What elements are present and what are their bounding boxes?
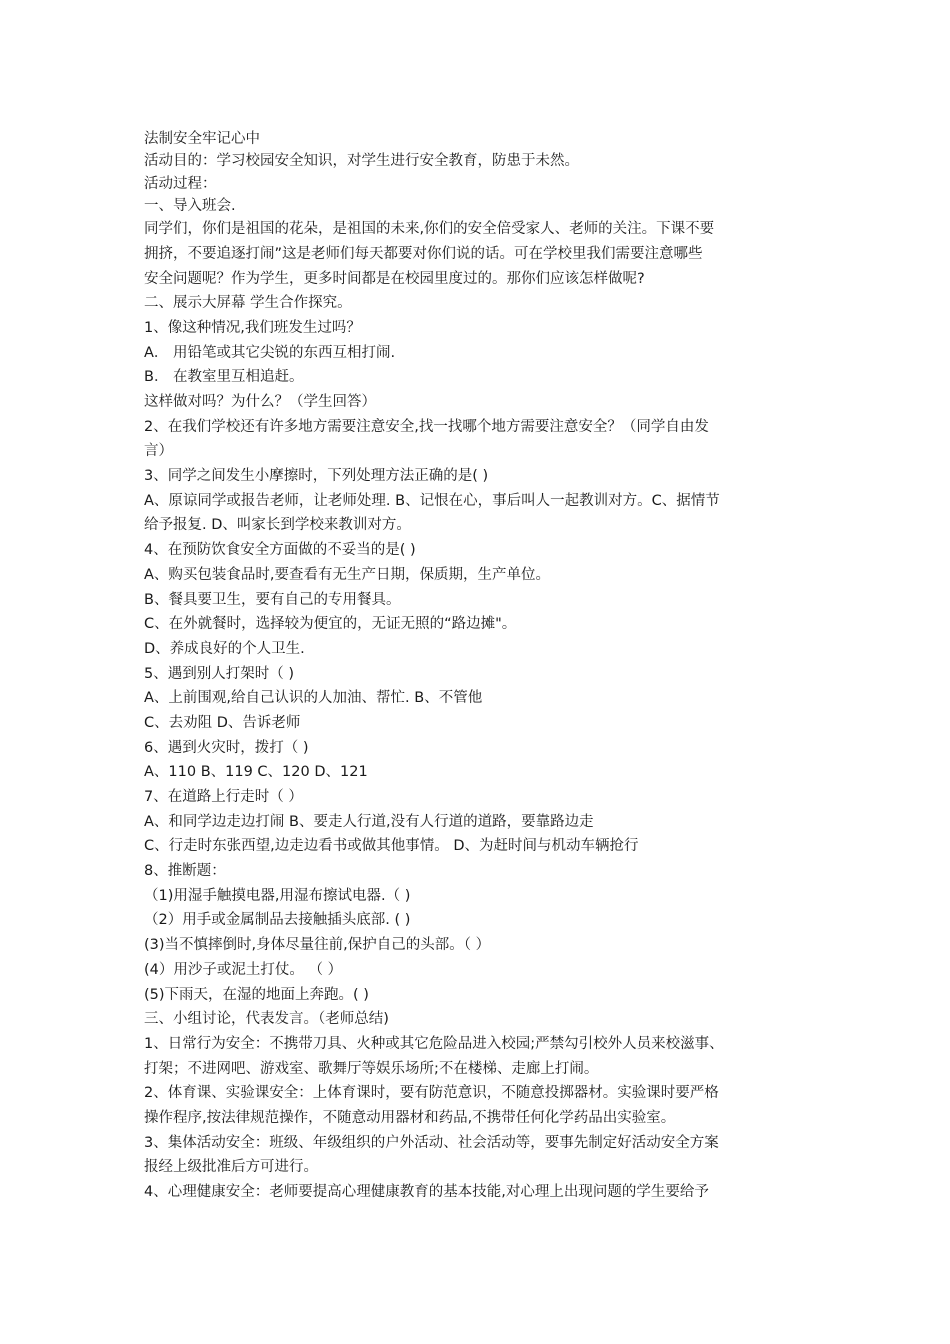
judgement-item: （1)用湿手触摸电器,用湿布擦试电器.（ ): [144, 887, 411, 904]
option-line: C、在外就餐时，选择较为便宜的，无证无照的“路边摊"。: [144, 616, 517, 633]
option-line: B． 在教室里互相追赶。: [144, 369, 304, 386]
judgement-item: (5)下雨天，在湿的地面上奔跑。( ): [144, 986, 369, 1003]
summary-line: 操作程序,按法律规范操作，不随意动用器材和药品,不携带任何化学药品出实验室。: [144, 1109, 676, 1126]
question-line: 7、在道路上行走时（ ）: [144, 789, 303, 805]
activity-process-heading: 活动过程：: [144, 175, 217, 192]
section-heading: 一、导入班会.: [144, 197, 236, 214]
option-line: 给予报复. D、叫家长到学校来教训对方。: [144, 517, 411, 534]
question-line: 5、遇到别人打架时（ ): [144, 665, 294, 682]
option-line: C、行走时东张西望,边走边看书或做其他事情。 D、为赶时间与机动车辆抢行: [144, 838, 639, 855]
summary-line: 报经上级批准后方可进行。: [144, 1159, 318, 1176]
option-line: A、上前围观,给自己认识的人加油、帮忙. B、不管他: [144, 690, 483, 707]
question-line: 6、遇到火灾时，拨打（ ): [144, 739, 309, 756]
document-title: 法制安全牢记心中: [144, 131, 260, 147]
question-line: 这样做对吗？为什么？（学生回答）: [144, 394, 376, 410]
option-line: A． 用铅笔或其它尖锐的东西互相打闹.: [144, 344, 396, 361]
option-line: B、餐具要卫生，要有自己的专用餐具。: [144, 591, 401, 608]
judgement-item: (3)当不慎摔倒时,身体尽量往前,保护自己的头部。（ ）: [144, 937, 491, 954]
summary-line: 1、日常行为安全：不携带刀具、火种或其它危险品进入校园;严禁勾引校外人员来校滋事、: [144, 1035, 724, 1052]
option-line: A、购买包装食品时,要查看有无生产日期，保质期，生产单位。: [144, 566, 551, 583]
option-line: C、去劝阻 D、告诉老师: [144, 714, 301, 731]
document-body: [144, 128, 820, 1205]
question-line: 4、在预防饮食安全方面做的不妥当的是( ): [144, 542, 416, 559]
judgement-item: （2）用手或金属制品去接触插头底部. ( ): [144, 912, 411, 929]
question-line: 8、推断题：: [144, 863, 226, 880]
question-line: 1、像这种情况,我们班发生过吗？: [144, 319, 361, 336]
question-line: 2、在我们学校还有许多地方需要注意安全,找一找哪个地方需要注意安全？（同学自由发: [144, 418, 709, 435]
paragraph-line: 同学们，你们是祖国的花朵，是祖国的未来,你们的安全倍受家人、老师的关注。下课不要: [144, 221, 715, 238]
question-line: 言）: [144, 443, 173, 460]
summary-line: 3、集体活动安全：班级、年级组织的户外活动、社会活动等，要事先制定好活动安全方案: [144, 1134, 719, 1151]
paragraph-line: 拥挤，不要追逐打闹”这是老师们每天都要对你们说的话。可在学校里我们需要注意哪些: [144, 245, 703, 262]
judgement-item: (4）用沙子或泥土打仗。 （ ）: [144, 961, 343, 978]
question-line: 3、同学之间发生小摩擦时，下列处理方法正确的是( ): [144, 468, 489, 485]
summary-line: 4、心理健康安全：老师要提高心理健康教育的基本技能,对心理上出现问题的学生要给予: [144, 1184, 709, 1200]
summary-line: 打架；不进网吧、游戏室、歌舞厅等娱乐场所;不在楼梯、走廊上打闹。: [144, 1060, 599, 1077]
section-heading: 三、小组讨论，代表发言。（老师总结): [144, 1011, 389, 1028]
option-line: A、和同学边走边打闹 B、要走人行道,没有人行道的道路，要靠路边走: [144, 813, 594, 830]
option-line: A、110 B、119 C、120 D、121: [144, 764, 368, 781]
summary-line: 2、体育课、实验课安全：上体育课时，要有防范意识，不随意投掷器材。实验课时要严格: [144, 1085, 719, 1102]
option-line: A、原谅同学或报告老师，让老师处理. B、记恨在心，事后叫人一起教训对方。C、据情节: [144, 492, 720, 509]
paragraph-line: 安全问题呢？作为学生，更多时间都是在校园里度过的。那你们应该怎样做呢?: [144, 270, 645, 287]
option-line: D、养成良好的个人卫生.: [144, 640, 305, 657]
section-heading: 二、展示大屏幕 学生合作探究。: [144, 295, 352, 312]
activity-purpose: 活动目的：学习校园安全知识，对学生进行安全教育，防患于未然。: [144, 153, 579, 170]
